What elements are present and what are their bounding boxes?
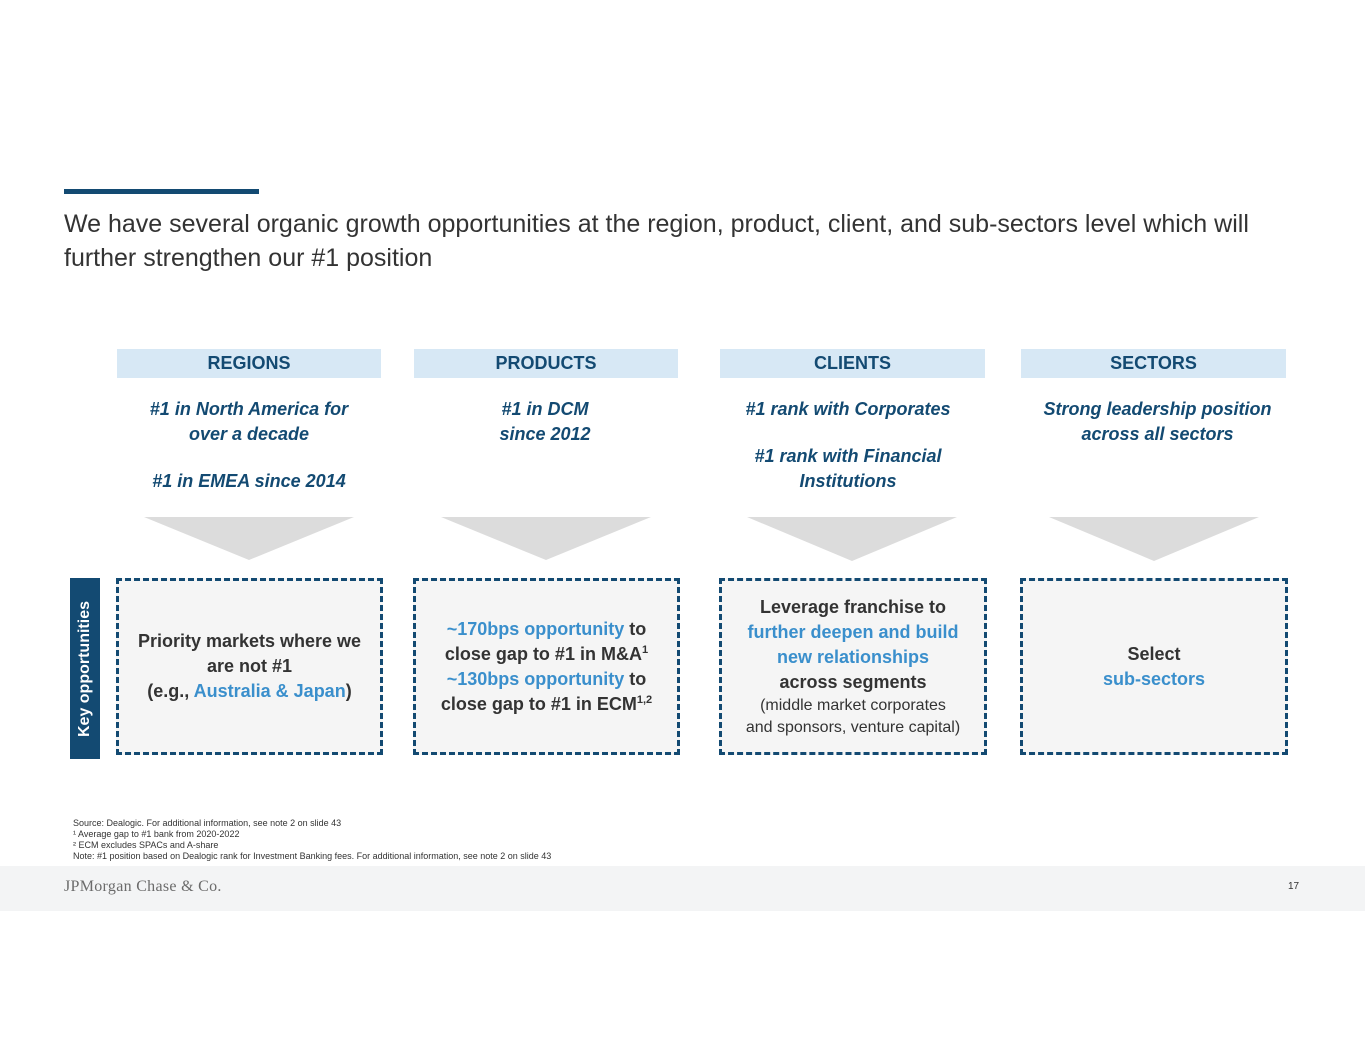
down-arrow-icon: [441, 517, 651, 561]
footnotes: [73, 818, 551, 862]
footnote: ¹ Average gap to #1 bank from 2020-2022: [73, 829, 240, 839]
opp-line: Select: [1127, 643, 1181, 664]
stat-text: #1 in North America for: [149, 399, 349, 419]
title-accent-rule: [64, 189, 259, 194]
opp-line: new relationships: [776, 646, 930, 667]
opp-line: further deepen and build: [747, 621, 959, 642]
opp-line: ~170bps opportunity to: [446, 618, 647, 639]
company-logo: JPMorgan Chase & Co.: [64, 878, 222, 895]
opportunity-box-products: [413, 578, 680, 755]
stats-sectors: [1021, 397, 1294, 447]
opportunity-box-regions: [116, 578, 383, 755]
stat-text: #1 rank with Corporates: [745, 399, 951, 419]
stats-regions: [117, 397, 381, 494]
stats-products: [414, 397, 676, 447]
footnote: Source: Dealogic. For additional information, see note 2 on slide 43: [73, 818, 342, 828]
header-sectors: SECTORS: [1021, 349, 1286, 378]
opp-line: are not #1: [206, 656, 293, 676]
opp-line: Priority markets where we: [137, 631, 362, 651]
down-arrow-icon: [1049, 517, 1259, 561]
opp-line: ~130bps opportunity to: [446, 668, 647, 689]
opp-line: across segments: [779, 671, 927, 692]
opp-line: and sponsors, venture capital): [745, 718, 961, 736]
stat-text: #1 in EMEA since 2014: [152, 471, 346, 491]
stat-text: across all sectors: [1081, 424, 1234, 444]
opp-line: sub-sectors: [1102, 668, 1206, 689]
stat-text: #1 rank with Financial: [754, 446, 942, 466]
opp-line: close gap to #1 in ECM$^{1,2}$: [440, 693, 653, 714]
down-arrow-icon: [144, 517, 354, 561]
opportunity-box-clients: [719, 578, 987, 755]
opp-line: (e.g., Australia & Japan): [147, 681, 352, 701]
stat-text: over a decade: [188, 424, 310, 444]
stat-text: Institutions: [799, 471, 897, 491]
stat-text: since 2012: [499, 424, 591, 444]
stat-text: Strong leadership position: [1043, 399, 1272, 419]
page-number: 17: [1288, 881, 1300, 892]
down-arrow-icon: [747, 517, 957, 561]
opp-line: Leverage franchise to: [759, 596, 947, 617]
footnote: Note: #1 position based on Dealogic rank for Investment Banking fees. For additional information, see note 2 on slide 43: [73, 851, 552, 861]
header-clients: CLIENTS: [720, 349, 985, 378]
footnote: ² ECM excludes SPACs and A-share: [73, 840, 219, 850]
opp-line: (middle market corporates: [760, 696, 946, 714]
opportunity-box-sectors: [1020, 578, 1288, 755]
key-opportunities-label: Key opportunities: [70, 578, 100, 759]
stat-text: #1 in DCM: [501, 399, 589, 419]
header-regions: REGIONS: [117, 349, 381, 378]
stats-clients: [720, 397, 976, 494]
page-title: We have several organic growth opportunities at the region, product, client, and sub-sectors level which will further strengthen our #1 position: [64, 210, 1249, 272]
opp-line: close gap to #1 in $M\&A^1$: [444, 643, 649, 664]
header-products: PRODUCTS: [414, 349, 678, 378]
